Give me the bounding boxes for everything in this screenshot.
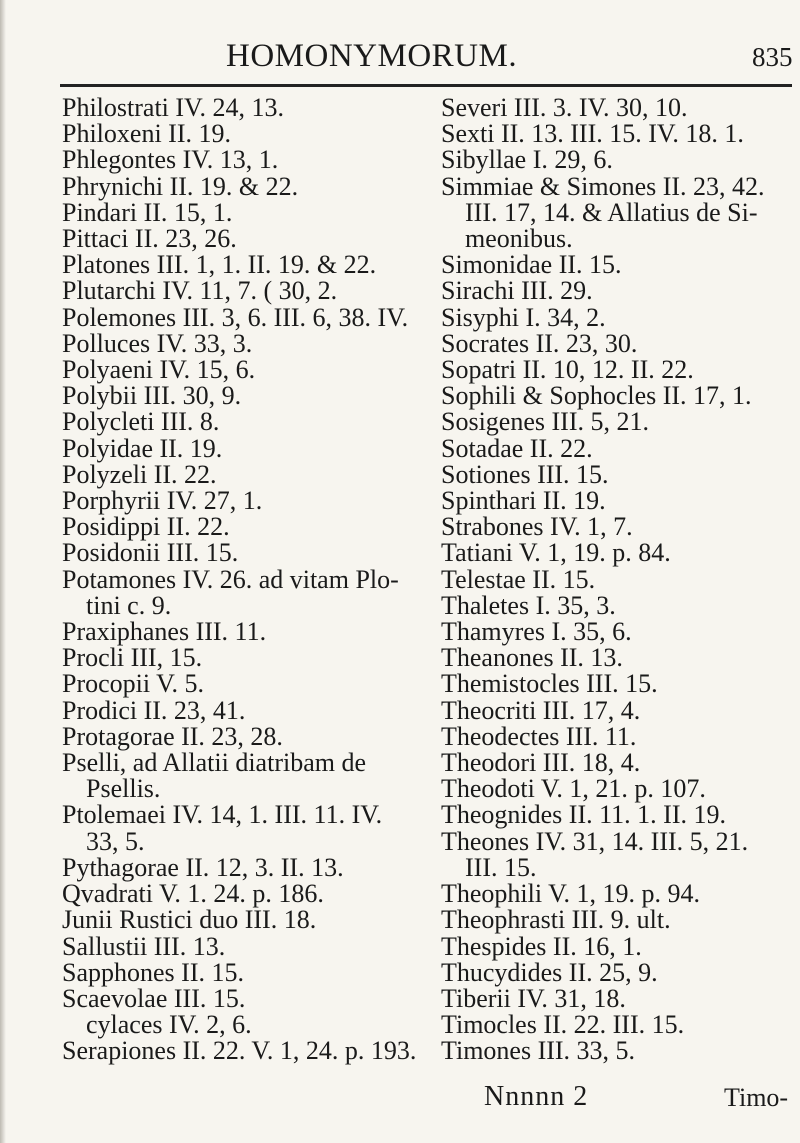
index-entry: Polyidae II. 19.	[62, 433, 223, 463]
index-entry: Sosigenes III. 5, 21.	[441, 407, 649, 437]
index-column-right	[441, 95, 793, 1065]
index-entry-continuation: III. 15.	[465, 852, 537, 882]
index-entry: Philostrati IV. 24, 13.	[62, 93, 284, 122]
index-entry: Procli III, 15.	[62, 643, 203, 673]
index-entry: Thamyres I. 35, 6.	[441, 617, 632, 647]
index-entry: Themistocles III. 15.	[441, 669, 658, 699]
index-entry: Sibyllae I. 29, 6.	[441, 145, 613, 175]
index-entry: Theodori III. 18, 4.	[441, 748, 641, 778]
index-entry: Posidippi II. 22.	[62, 512, 230, 542]
index-entry-continuation: III. 17, 14. & Allatius de Si-	[465, 197, 758, 227]
index-entry: Polyzeli II. 22.	[62, 459, 217, 489]
index-entry: Theognides II. 11. 1. II. 19.	[441, 800, 726, 830]
index-entry: Plutarchi IV. 11, 7. ( 30, 2.	[62, 276, 338, 306]
index-entry: Phlegontes IV. 13, 1.	[62, 145, 279, 175]
index-entry: Tiberii IV. 31, 18.	[441, 983, 626, 1013]
index-entry: Thespides II. 16, 1.	[441, 931, 642, 961]
index-entry: Thaletes I. 35, 3.	[441, 590, 616, 620]
index-entry: Theodoti V. 1, 21. p. 107.	[441, 774, 706, 804]
page-edge-shadow	[0, 0, 6, 1143]
index-entry: Platones III. 1, 1. II. 19. & 22.	[62, 250, 377, 280]
index-entry: Pittaci II. 23, 26.	[62, 224, 237, 254]
index-entry: Polyaeni IV. 15, 6.	[62, 355, 256, 385]
index-entry: Sotiones III. 15.	[441, 459, 609, 489]
index-entry-continuation: 33, 5.	[86, 826, 145, 856]
index-entry: Theophili V. 1, 19. p. 94.	[441, 879, 701, 909]
index-entry: Pselli, ad Allatii diatribam de	[62, 748, 367, 778]
index-entry: Polycleti III. 8.	[62, 407, 220, 437]
header-rule	[60, 84, 792, 87]
index-entry: Pindari II. 15, 1.	[62, 197, 233, 227]
index-entry: Sexti II. 13. III. 15. IV. 18. 1.	[441, 119, 744, 149]
page-number: 835	[752, 42, 793, 72]
index-entry: Theophrasti III. 9. ult.	[441, 905, 671, 935]
index-entry: Timones III. 33, 5.	[441, 1036, 636, 1066]
signature-mark: Nnnnn 2	[484, 1081, 589, 1112]
index-entry: Tatiani V. 1, 19. p. 84.	[441, 538, 671, 568]
index-entry: Simmiae & Simones II. 23, 42.	[441, 171, 765, 201]
index-entry: Sisyphi I. 34, 2.	[441, 302, 606, 332]
index-entry: Simonidae II. 15.	[441, 250, 622, 280]
running-title: HOMONYMORUM.	[226, 38, 518, 74]
index-entry: Qvadrati V. 1. 24. p. 186.	[62, 879, 324, 909]
index-entry: Porphyrii IV. 27, 1.	[62, 486, 263, 516]
index-entry: Praxiphanes III. 11.	[62, 617, 267, 647]
index-entry: Potamones IV. 26. ad vitam Plo-	[62, 564, 399, 594]
index-entry: Polluces IV. 33, 3.	[62, 328, 253, 358]
index-entry: Sopatri II. 10, 12. II. 22.	[441, 355, 694, 385]
index-entry: Severi III. 3. IV. 30, 10.	[441, 93, 688, 122]
running-header	[0, 38, 800, 82]
index-entry: Polybii III. 30, 9.	[62, 381, 242, 411]
index-entry: Junii Rustici duo III. 18.	[62, 905, 317, 935]
index-entry-continuation: tini c. 9.	[86, 590, 172, 620]
index-entry-continuation: meonibus.	[465, 224, 573, 254]
index-entry: Serapiones II. 22. V. 1, 24. p. 193.	[62, 1036, 417, 1066]
index-entry: Sallustii III. 13.	[62, 931, 226, 961]
index-entry: Telestae II. 15.	[441, 564, 596, 594]
index-entry: Ptolemaei IV. 14, 1. III. 11. IV.	[62, 800, 383, 830]
index-entry: Timocles II. 22. III. 15.	[441, 1010, 685, 1040]
index-entry: Philoxeni II. 19.	[62, 119, 231, 149]
index-entry: Sophili & Sophocles II. 17, 1.	[441, 381, 752, 411]
index-entry-continuation: cylaces IV. 2, 6.	[86, 1010, 252, 1040]
index-entry: Spinthari II. 19.	[441, 486, 606, 516]
index-entry: Theanones II. 13.	[441, 643, 623, 673]
index-entry: Phrynichi II. 19. & 22.	[62, 171, 299, 201]
index-entry: Protagorae II. 23, 28.	[62, 721, 283, 751]
index-entry: Sirachi III. 29.	[441, 276, 593, 306]
catchword: Timo-	[724, 1083, 789, 1112]
index-entry: Prodici II. 23, 41.	[62, 695, 246, 725]
index-entry: Sotadae II. 22.	[441, 433, 593, 463]
index-entry: Theocriti III. 17, 4.	[441, 695, 641, 725]
index-column-left	[62, 95, 432, 1065]
index-entry: Sapphones II. 15.	[62, 957, 244, 987]
index-entry: Polemones III. 3, 6. III. 6, 38. IV.	[62, 302, 409, 332]
index-entry: Thucydides II. 25, 9.	[441, 957, 658, 987]
index-entry: Procopii V. 5.	[62, 669, 205, 699]
index-entry-continuation: Psellis.	[86, 774, 161, 804]
index-entry: Theodectes III. 11.	[441, 721, 637, 751]
index-entry: Strabones IV. 1, 7.	[441, 512, 633, 542]
index-entry: Theones IV. 31, 14. III. 5, 21.	[441, 826, 749, 856]
index-entry: Socrates II. 23, 30.	[441, 328, 638, 358]
index-entry: Posidonii III. 15.	[62, 538, 239, 568]
index-entry: Pythagorae II. 12, 3. II. 13.	[62, 852, 344, 882]
index-entry: Scaevolae III. 15.	[62, 983, 246, 1013]
